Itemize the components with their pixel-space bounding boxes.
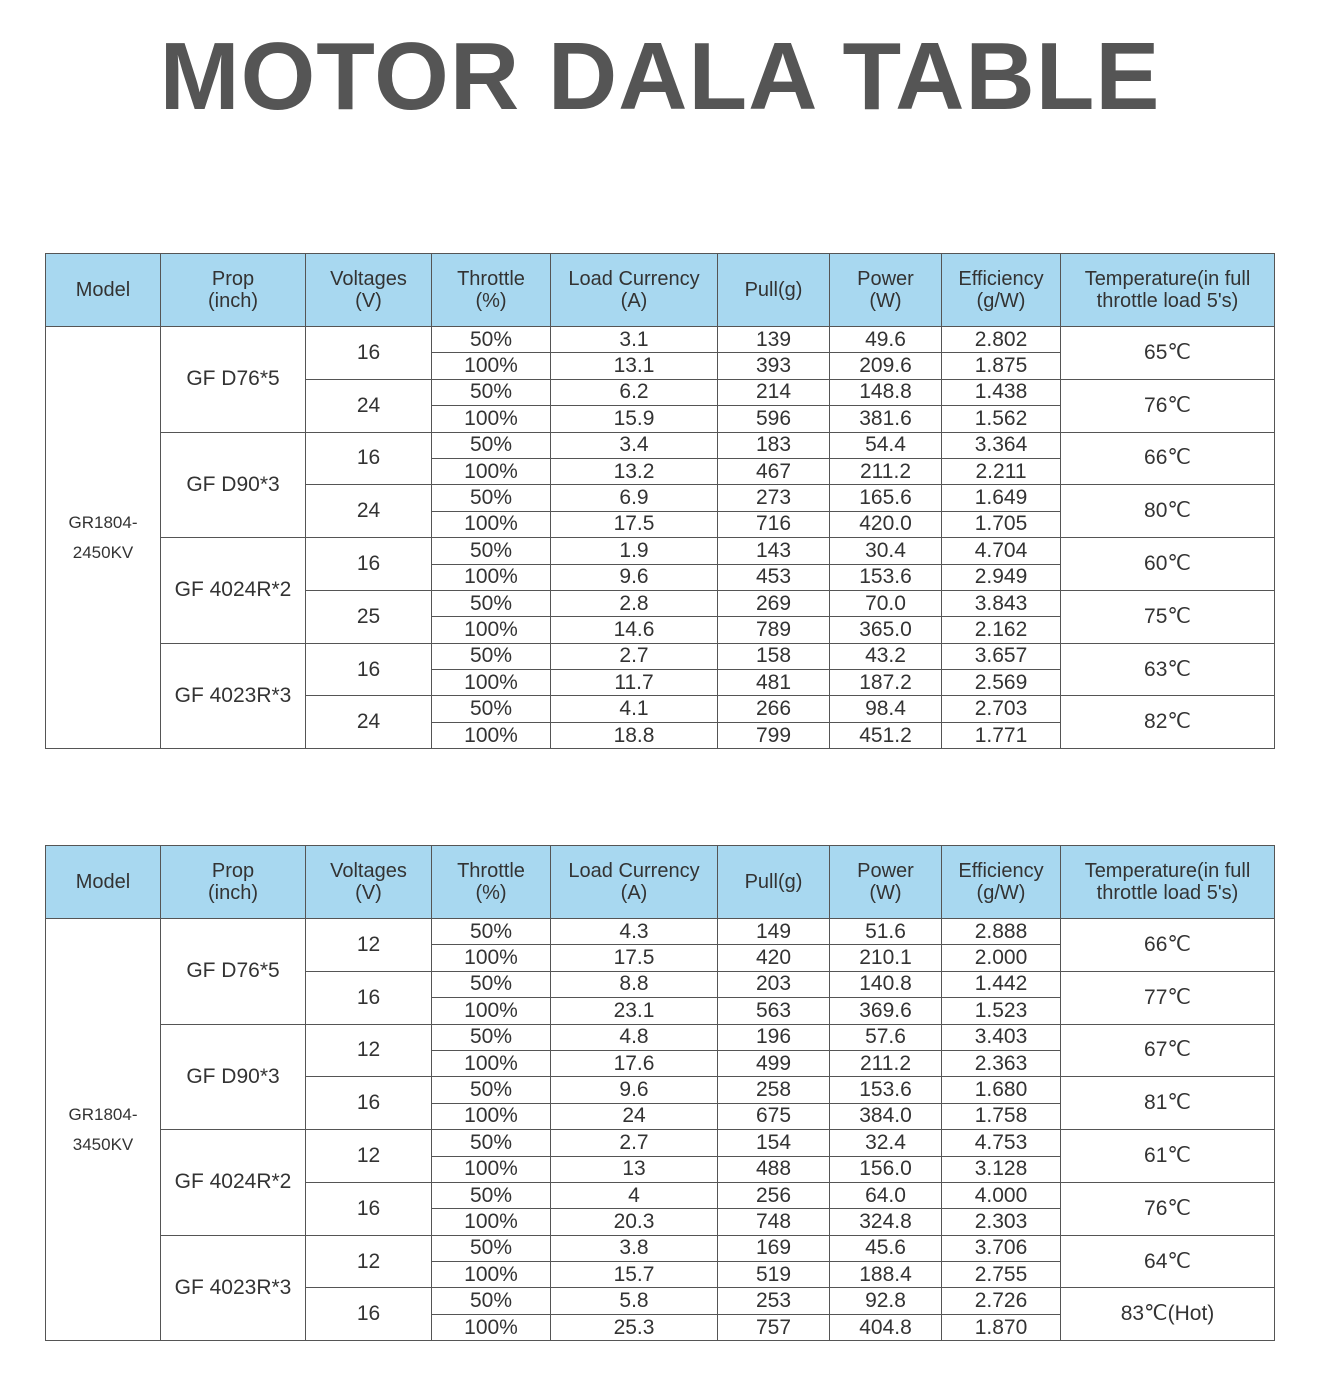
header-voltage: Voltages (V): [306, 846, 432, 919]
power-cell: 43.2: [830, 643, 942, 669]
header-power: Power (W): [830, 846, 942, 919]
efficiency-cell: 2.703: [942, 696, 1061, 722]
header-load-current: Load Currency (A): [551, 846, 718, 919]
power-cell: 324.8: [830, 1209, 942, 1235]
pull-cell: 273: [718, 485, 830, 511]
pull-cell: 596: [718, 406, 830, 432]
throttle-cell: 100%: [432, 1209, 551, 1235]
header-pull: Pull(g): [718, 846, 830, 919]
efficiency-cell: 1.523: [942, 998, 1061, 1024]
temperature-cell: 65℃: [1061, 327, 1275, 380]
efficiency-cell: 3.706: [942, 1235, 1061, 1261]
efficiency-cell: 1.442: [942, 971, 1061, 997]
throttle-cell: 50%: [432, 919, 551, 945]
pull-cell: 203: [718, 971, 830, 997]
efficiency-cell: 2.888: [942, 919, 1061, 945]
throttle-cell: 50%: [432, 432, 551, 458]
voltage-cell: 25: [306, 590, 432, 643]
load-current-cell: 2.7: [551, 643, 718, 669]
pull-cell: 214: [718, 379, 830, 405]
motor-data-table-1: [45, 253, 1275, 749]
prop-cell: GF D76*5: [161, 327, 306, 433]
power-cell: 404.8: [830, 1314, 942, 1340]
table-row: [46, 643, 1275, 669]
efficiency-cell: 2.303: [942, 1209, 1061, 1235]
efficiency-cell: 4.753: [942, 1130, 1061, 1156]
efficiency-cell: 2.162: [942, 617, 1061, 643]
load-current-cell: 18.8: [551, 722, 718, 748]
voltage-cell: 16: [306, 538, 432, 591]
load-current-cell: 6.2: [551, 379, 718, 405]
throttle-cell: 50%: [432, 696, 551, 722]
temperature-cell: 76℃: [1061, 1182, 1275, 1235]
table-row: [46, 1024, 1275, 1050]
load-current-cell: 17.6: [551, 1050, 718, 1076]
efficiency-cell: 1.758: [942, 1103, 1061, 1129]
throttle-cell: 50%: [432, 1288, 551, 1314]
header-temperature: Temperature(in full throttle load 5's): [1061, 254, 1275, 327]
prop-cell: GF 4023R*3: [161, 643, 306, 749]
throttle-cell: 100%: [432, 458, 551, 484]
efficiency-cell: 2.755: [942, 1262, 1061, 1288]
voltage-cell: 16: [306, 971, 432, 1024]
power-cell: 381.6: [830, 406, 942, 432]
load-current-cell: 13.2: [551, 458, 718, 484]
throttle-cell: 100%: [432, 511, 551, 537]
header-prop: Prop (inch): [161, 254, 306, 327]
power-cell: 64.0: [830, 1182, 942, 1208]
efficiency-cell: 1.771: [942, 722, 1061, 748]
efficiency-cell: 2.802: [942, 327, 1061, 353]
voltage-cell: 24: [306, 485, 432, 538]
load-current-cell: 5.8: [551, 1288, 718, 1314]
power-cell: 187.2: [830, 670, 942, 696]
load-current-cell: 1.9: [551, 538, 718, 564]
power-cell: 211.2: [830, 458, 942, 484]
pull-cell: 799: [718, 722, 830, 748]
power-cell: 188.4: [830, 1262, 942, 1288]
load-current-cell: 17.5: [551, 945, 718, 971]
throttle-cell: 100%: [432, 564, 551, 590]
efficiency-cell: 1.438: [942, 379, 1061, 405]
pull-cell: 519: [718, 1262, 830, 1288]
voltage-cell: 12: [306, 1235, 432, 1288]
temperature-cell: 67℃: [1061, 1024, 1275, 1077]
power-cell: 153.6: [830, 1077, 942, 1103]
voltage-cell: 16: [306, 1077, 432, 1130]
pull-cell: 716: [718, 511, 830, 537]
throttle-cell: 100%: [432, 670, 551, 696]
load-current-cell: 3.4: [551, 432, 718, 458]
pull-cell: 266: [718, 696, 830, 722]
throttle-cell: 100%: [432, 945, 551, 971]
voltage-cell: 16: [306, 432, 432, 485]
temperature-cell: 82℃: [1061, 696, 1275, 749]
header-efficiency: Efficiency (g/W): [942, 846, 1061, 919]
power-cell: 51.6: [830, 919, 942, 945]
throttle-cell: 50%: [432, 1130, 551, 1156]
voltage-cell: 24: [306, 696, 432, 749]
load-current-cell: 2.7: [551, 1130, 718, 1156]
load-current-cell: 4: [551, 1182, 718, 1208]
pull-cell: 481: [718, 670, 830, 696]
pull-cell: 253: [718, 1288, 830, 1314]
pull-cell: 139: [718, 327, 830, 353]
load-current-cell: 9.6: [551, 564, 718, 590]
load-current-cell: 25.3: [551, 1314, 718, 1340]
power-cell: 365.0: [830, 617, 942, 643]
pull-cell: 158: [718, 643, 830, 669]
efficiency-cell: 1.705: [942, 511, 1061, 537]
load-current-cell: 13: [551, 1156, 718, 1182]
pull-cell: 258: [718, 1077, 830, 1103]
power-cell: 165.6: [830, 485, 942, 511]
power-cell: 140.8: [830, 971, 942, 997]
throttle-cell: 100%: [432, 1156, 551, 1182]
temperature-cell: 66℃: [1061, 919, 1275, 972]
load-current-cell: 11.7: [551, 670, 718, 696]
prop-cell: GF 4024R*2: [161, 1130, 306, 1236]
efficiency-cell: 3.128: [942, 1156, 1061, 1182]
throttle-cell: 100%: [432, 617, 551, 643]
throttle-cell: 50%: [432, 643, 551, 669]
header-model: Model: [46, 254, 161, 327]
pull-cell: 748: [718, 1209, 830, 1235]
throttle-cell: 50%: [432, 971, 551, 997]
power-cell: 92.8: [830, 1288, 942, 1314]
efficiency-cell: 2.211: [942, 458, 1061, 484]
temperature-cell: 80℃: [1061, 485, 1275, 538]
voltage-cell: 12: [306, 1024, 432, 1077]
header-row: [46, 254, 1275, 327]
pull-cell: 488: [718, 1156, 830, 1182]
load-current-cell: 20.3: [551, 1209, 718, 1235]
temperature-cell: 66℃: [1061, 432, 1275, 485]
pull-cell: 420: [718, 945, 830, 971]
load-current-cell: 3.1: [551, 327, 718, 353]
throttle-cell: 100%: [432, 353, 551, 379]
power-cell: 57.6: [830, 1024, 942, 1050]
power-cell: 30.4: [830, 538, 942, 564]
header-temperature: Temperature(in full throttle load 5's): [1061, 846, 1275, 919]
table-row: [46, 432, 1275, 458]
power-cell: 49.6: [830, 327, 942, 353]
power-cell: 153.6: [830, 564, 942, 590]
load-current-cell: 13.1: [551, 353, 718, 379]
pull-cell: 789: [718, 617, 830, 643]
temperature-cell: 64℃: [1061, 1235, 1275, 1288]
throttle-cell: 100%: [432, 1314, 551, 1340]
throttle-cell: 50%: [432, 538, 551, 564]
pull-cell: 196: [718, 1024, 830, 1050]
throttle-cell: 100%: [432, 1262, 551, 1288]
table-row: [46, 327, 1275, 353]
efficiency-cell: 4.704: [942, 538, 1061, 564]
load-current-cell: 8.8: [551, 971, 718, 997]
power-cell: 32.4: [830, 1130, 942, 1156]
pull-cell: 269: [718, 590, 830, 616]
throttle-cell: 50%: [432, 1235, 551, 1261]
header-throttle: Throttle (%): [432, 846, 551, 919]
prop-cell: GF D90*3: [161, 1024, 306, 1130]
temperature-cell: 77℃: [1061, 971, 1275, 1024]
pull-cell: 143: [718, 538, 830, 564]
load-current-cell: 24: [551, 1103, 718, 1129]
pull-cell: 256: [718, 1182, 830, 1208]
load-current-cell: 4.8: [551, 1024, 718, 1050]
throttle-cell: 100%: [432, 722, 551, 748]
temperature-cell: 83℃(Hot): [1061, 1288, 1275, 1341]
header-pull: Pull(g): [718, 254, 830, 327]
pull-cell: 453: [718, 564, 830, 590]
power-cell: 451.2: [830, 722, 942, 748]
voltage-cell: 16: [306, 1288, 432, 1341]
temperature-cell: 76℃: [1061, 379, 1275, 432]
efficiency-cell: 1.562: [942, 406, 1061, 432]
load-current-cell: 3.8: [551, 1235, 718, 1261]
pull-cell: 149: [718, 919, 830, 945]
throttle-cell: 100%: [432, 1050, 551, 1076]
header-load-current: Load Currency (A): [551, 254, 718, 327]
prop-cell: GF D76*5: [161, 919, 306, 1025]
efficiency-cell: 4.000: [942, 1182, 1061, 1208]
power-cell: 70.0: [830, 590, 942, 616]
load-current-cell: 4.1: [551, 696, 718, 722]
temperature-cell: 61℃: [1061, 1130, 1275, 1183]
header-efficiency: Efficiency (g/W): [942, 254, 1061, 327]
table-row: [46, 538, 1275, 564]
efficiency-cell: 3.657: [942, 643, 1061, 669]
efficiency-cell: 1.680: [942, 1077, 1061, 1103]
throttle-cell: 50%: [432, 379, 551, 405]
page-title: MOTOR DALA TABLE: [159, 23, 1161, 130]
prop-cell: GF 4023R*3: [161, 1235, 306, 1341]
load-current-cell: 15.7: [551, 1262, 718, 1288]
power-cell: 210.1: [830, 945, 942, 971]
model-cell: GR1804- 3450KV: [46, 919, 161, 1341]
efficiency-cell: 1.870: [942, 1314, 1061, 1340]
efficiency-cell: 3.364: [942, 432, 1061, 458]
pull-cell: 183: [718, 432, 830, 458]
voltage-cell: 12: [306, 1130, 432, 1183]
pull-cell: 467: [718, 458, 830, 484]
header-power: Power (W): [830, 254, 942, 327]
power-cell: 211.2: [830, 1050, 942, 1076]
throttle-cell: 50%: [432, 485, 551, 511]
table-row: [46, 1235, 1275, 1261]
efficiency-cell: 3.403: [942, 1024, 1061, 1050]
table-row: [46, 919, 1275, 945]
pull-cell: 169: [718, 1235, 830, 1261]
load-current-cell: 23.1: [551, 998, 718, 1024]
pull-cell: 675: [718, 1103, 830, 1129]
load-current-cell: 17.5: [551, 511, 718, 537]
efficiency-cell: 2.949: [942, 564, 1061, 590]
power-cell: 420.0: [830, 511, 942, 537]
efficiency-cell: 3.843: [942, 590, 1061, 616]
power-cell: 384.0: [830, 1103, 942, 1129]
model-cell: GR1804- 2450KV: [46, 327, 161, 749]
power-cell: 98.4: [830, 696, 942, 722]
prop-cell: GF 4024R*2: [161, 538, 306, 644]
load-current-cell: 15.9: [551, 406, 718, 432]
table-row: [46, 1130, 1275, 1156]
throttle-cell: 100%: [432, 998, 551, 1024]
power-cell: 156.0: [830, 1156, 942, 1182]
load-current-cell: 6.9: [551, 485, 718, 511]
voltage-cell: 16: [306, 1182, 432, 1235]
efficiency-cell: 2.000: [942, 945, 1061, 971]
throttle-cell: 100%: [432, 406, 551, 432]
pull-cell: 563: [718, 998, 830, 1024]
voltage-cell: 16: [306, 643, 432, 696]
header-row: [46, 846, 1275, 919]
efficiency-cell: 2.726: [942, 1288, 1061, 1314]
power-cell: 209.6: [830, 353, 942, 379]
voltage-cell: 24: [306, 379, 432, 432]
header-prop: Prop (inch): [161, 846, 306, 919]
motor-data-table-2: [45, 845, 1275, 1341]
throttle-cell: 100%: [432, 1103, 551, 1129]
header-throttle: Throttle (%): [432, 254, 551, 327]
voltage-cell: 12: [306, 919, 432, 972]
load-current-cell: 14.6: [551, 617, 718, 643]
efficiency-cell: 2.569: [942, 670, 1061, 696]
efficiency-cell: 2.363: [942, 1050, 1061, 1076]
power-cell: 148.8: [830, 379, 942, 405]
throttle-cell: 50%: [432, 327, 551, 353]
header-voltage: Voltages (V): [306, 254, 432, 327]
prop-cell: GF D90*3: [161, 432, 306, 538]
efficiency-cell: 1.875: [942, 353, 1061, 379]
power-cell: 54.4: [830, 432, 942, 458]
load-current-cell: 4.3: [551, 919, 718, 945]
power-cell: 45.6: [830, 1235, 942, 1261]
efficiency-cell: 1.649: [942, 485, 1061, 511]
temperature-cell: 60℃: [1061, 538, 1275, 591]
temperature-cell: 81℃: [1061, 1077, 1275, 1130]
pull-cell: 499: [718, 1050, 830, 1076]
load-current-cell: 2.8: [551, 590, 718, 616]
voltage-cell: 16: [306, 327, 432, 380]
throttle-cell: 50%: [432, 1182, 551, 1208]
header-model: Model: [46, 846, 161, 919]
pull-cell: 757: [718, 1314, 830, 1340]
power-cell: 369.6: [830, 998, 942, 1024]
pull-cell: 393: [718, 353, 830, 379]
throttle-cell: 50%: [432, 1024, 551, 1050]
pull-cell: 154: [718, 1130, 830, 1156]
temperature-cell: 75℃: [1061, 590, 1275, 643]
load-current-cell: 9.6: [551, 1077, 718, 1103]
throttle-cell: 50%: [432, 590, 551, 616]
temperature-cell: 63℃: [1061, 643, 1275, 696]
throttle-cell: 50%: [432, 1077, 551, 1103]
